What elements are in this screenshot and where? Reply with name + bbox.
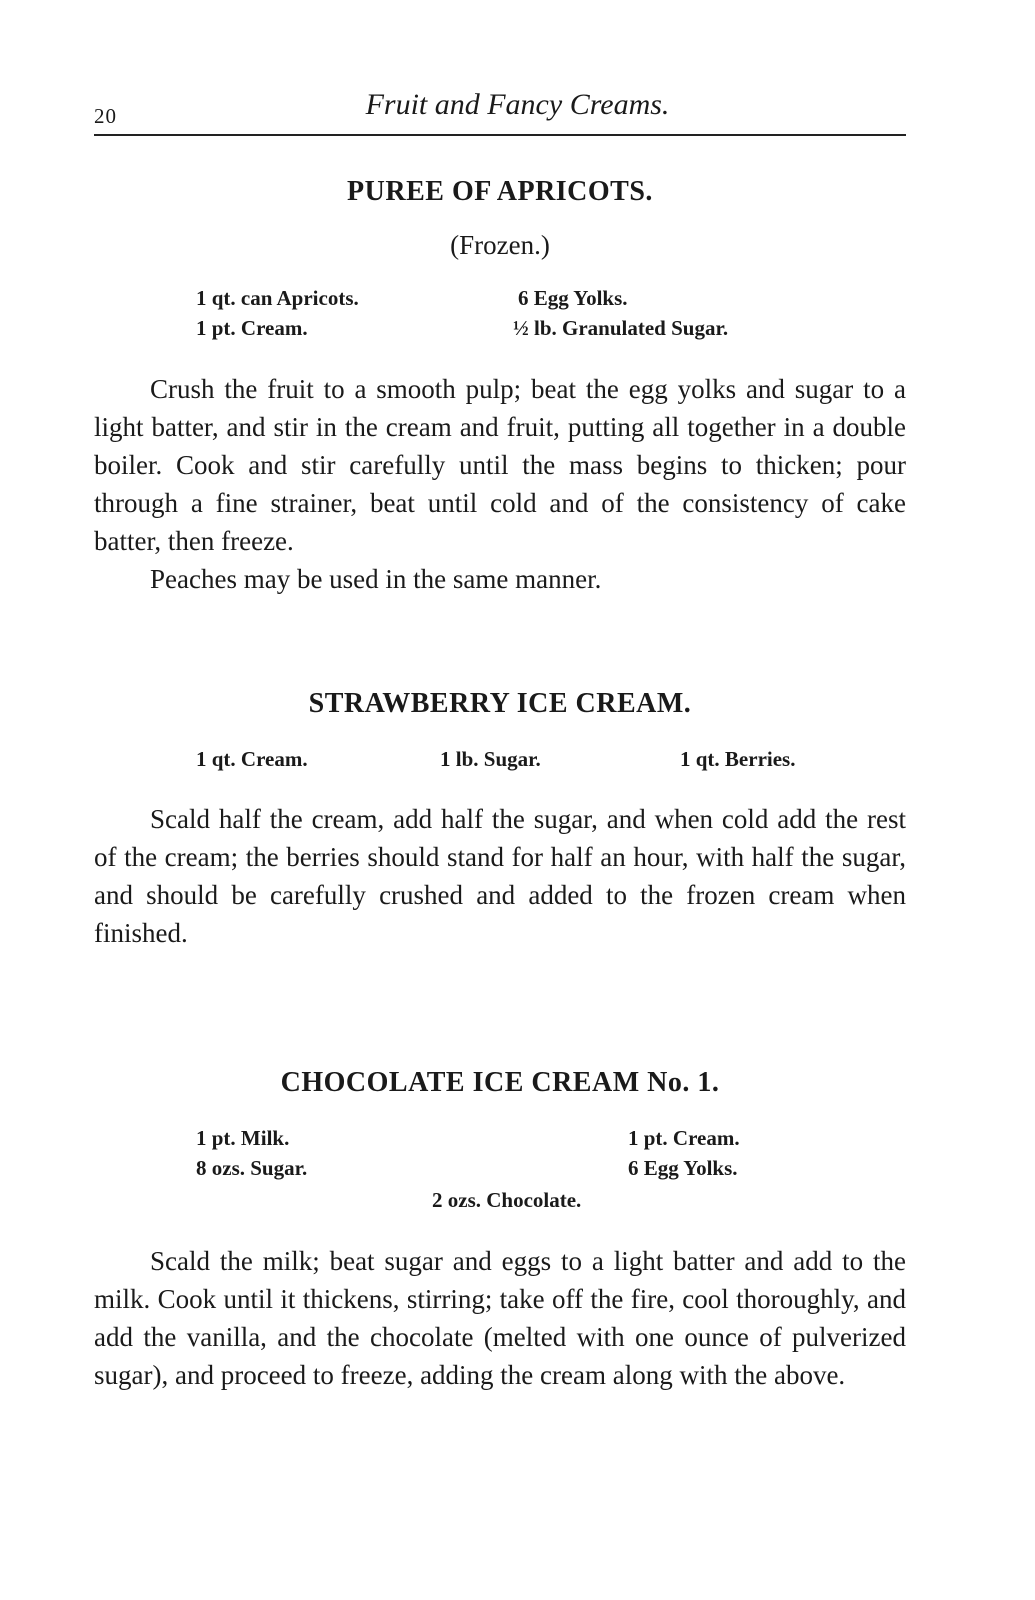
ingredient: 1 qt. Berries.	[680, 747, 796, 771]
ingredient: 8 ozs. Sugar.	[196, 1156, 308, 1180]
recipe-title-strawberry-ice-cream: STRAWBERRY ICE CREAM.	[308, 688, 692, 719]
ingredient: 1 qt. Cream.	[196, 747, 308, 771]
recipe-paragraph: Peaches may be used in the same manner.	[150, 564, 602, 594]
recipe-subtitle: (Frozen.)	[450, 230, 550, 260]
ingredient: 6 Egg Yolks.	[628, 1156, 738, 1180]
ingredient: 1 qt. can Apricots.	[196, 286, 359, 310]
page-number: 20	[94, 104, 117, 128]
ingredient: 6 Egg Yolks.	[518, 286, 628, 310]
ingredient: ½ lb. Granulated Sugar.	[513, 316, 729, 340]
recipe-paragraph: Scald half the cream, add half the sugar, and when cold add the rest of the cream; the berries should stand for half an hour, with half the sugar, and should be carefully crushed and added to the frozen cream when finished.	[94, 804, 906, 948]
header-rule	[94, 134, 906, 136]
running-title: Fruit and Fancy Creams.	[365, 88, 670, 121]
ingredient: 1 pt. Cream.	[628, 1126, 740, 1150]
ingredient: 1 pt. Milk.	[196, 1126, 290, 1150]
ingredient: 1 lb. Sugar.	[440, 747, 541, 771]
recipe-title-puree-of-apricots: PUREE OF APRICOTS.	[347, 176, 653, 207]
recipe-paragraph: Crush the fruit to a smooth pulp; beat the egg yolks and sugar to a light batter, and stir in the cream and fruit, putting all together in a double boiler. Cook and stir carefully until the mass begins to thicken; pour through a fine strainer, beat until cold and of the consistency of cake batter, then freeze.	[94, 374, 906, 556]
recipe-paragraph: Scald the milk; beat sugar and eggs to a light batter and add to the milk. Cook until it thickens, stirring; take off the fire, cool thoroughly, and add the vanilla, and the chocolate (melted with one ounce of pulverized sugar), and proceed to freeze, adding the cream along with the above.	[94, 1246, 906, 1390]
ingredient: 2 ozs. Chocolate.	[432, 1188, 582, 1212]
recipe-title-chocolate-ice-cream: CHOCOLATE ICE CREAM No. 1.	[280, 1067, 720, 1098]
ingredient: 1 pt. Cream.	[196, 316, 308, 340]
